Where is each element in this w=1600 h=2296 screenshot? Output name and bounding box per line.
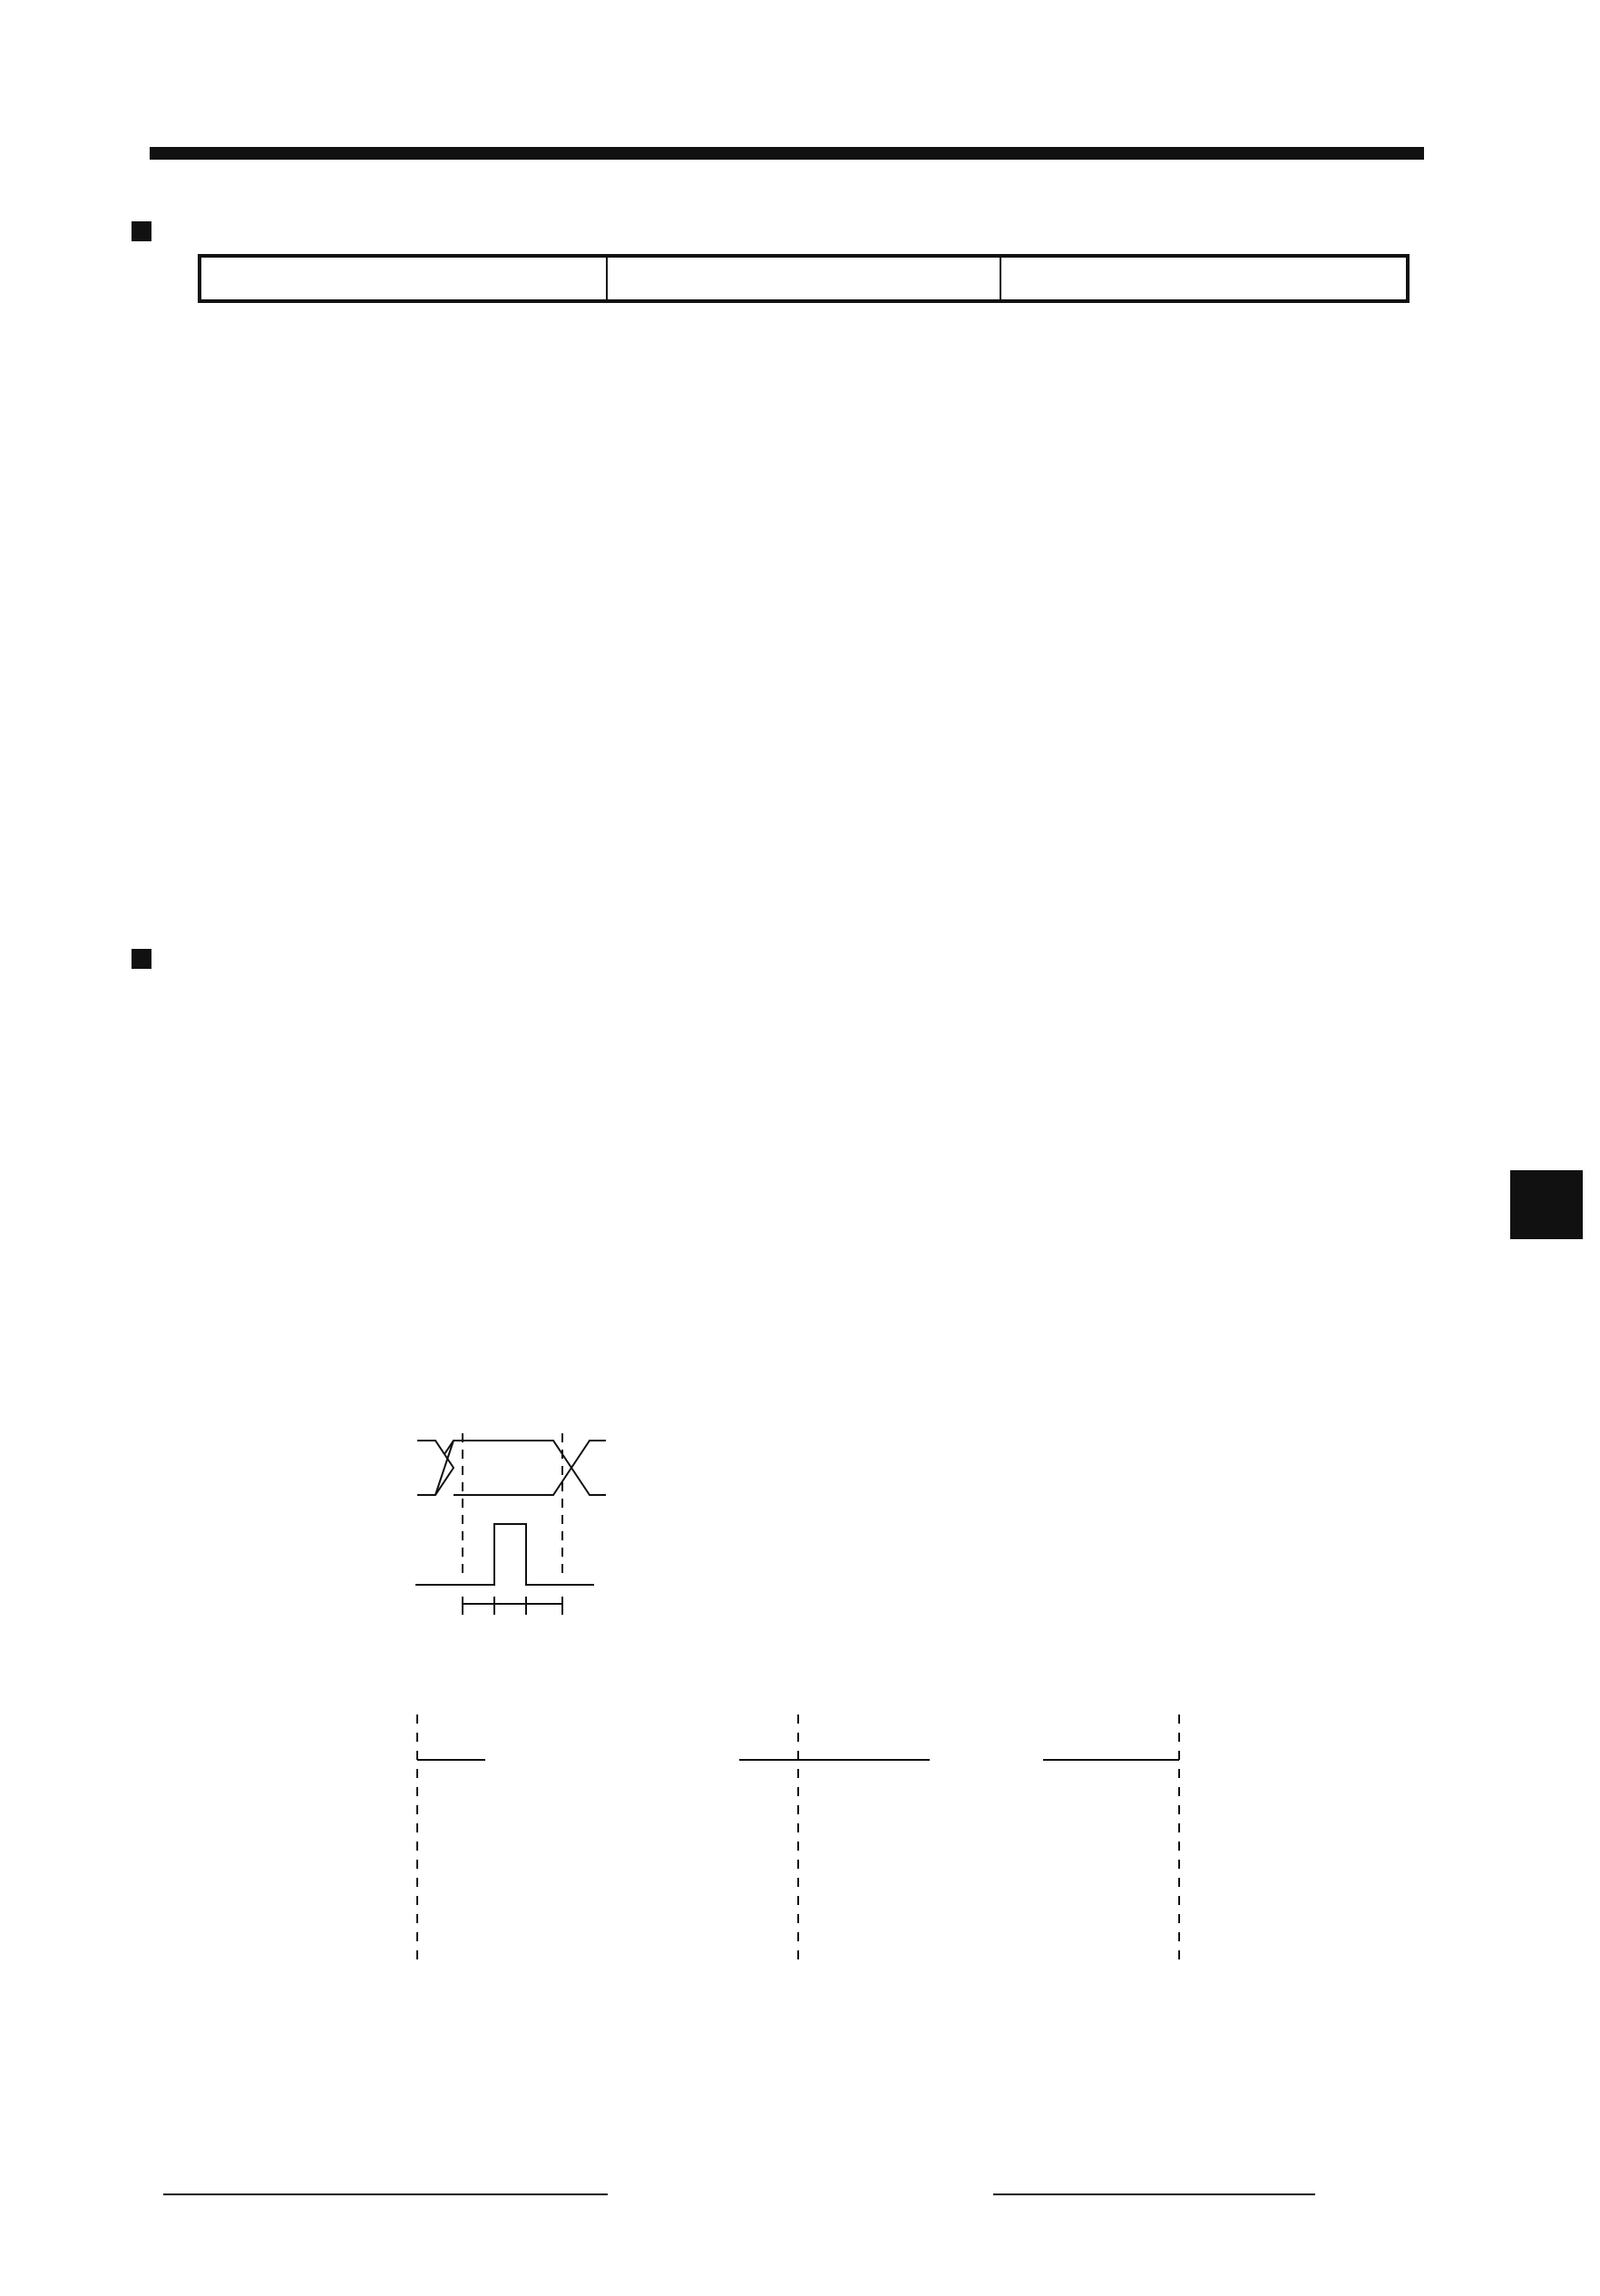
terminal-section-title [132, 216, 161, 246]
chapter-badge [1510, 1170, 1583, 1239]
functional-section-title [132, 943, 161, 973]
footer-rule [163, 2193, 608, 2195]
data-shift-clock-diagram [363, 1424, 626, 1642]
col-header-no [200, 256, 607, 301]
square-bullet-icon [132, 221, 151, 241]
di-waveform [417, 1433, 606, 1578]
col-header-function [1000, 256, 1408, 301]
clk-waveform [415, 1524, 594, 1615]
footer-rule [993, 2193, 1315, 2195]
terminal-table [198, 254, 1410, 303]
square-bullet-icon [132, 949, 151, 969]
table-header-row [200, 256, 1408, 301]
col-header-symbol [607, 256, 1000, 301]
time-chart-diagram [308, 1715, 1333, 2014]
header-rule [150, 147, 1424, 160]
